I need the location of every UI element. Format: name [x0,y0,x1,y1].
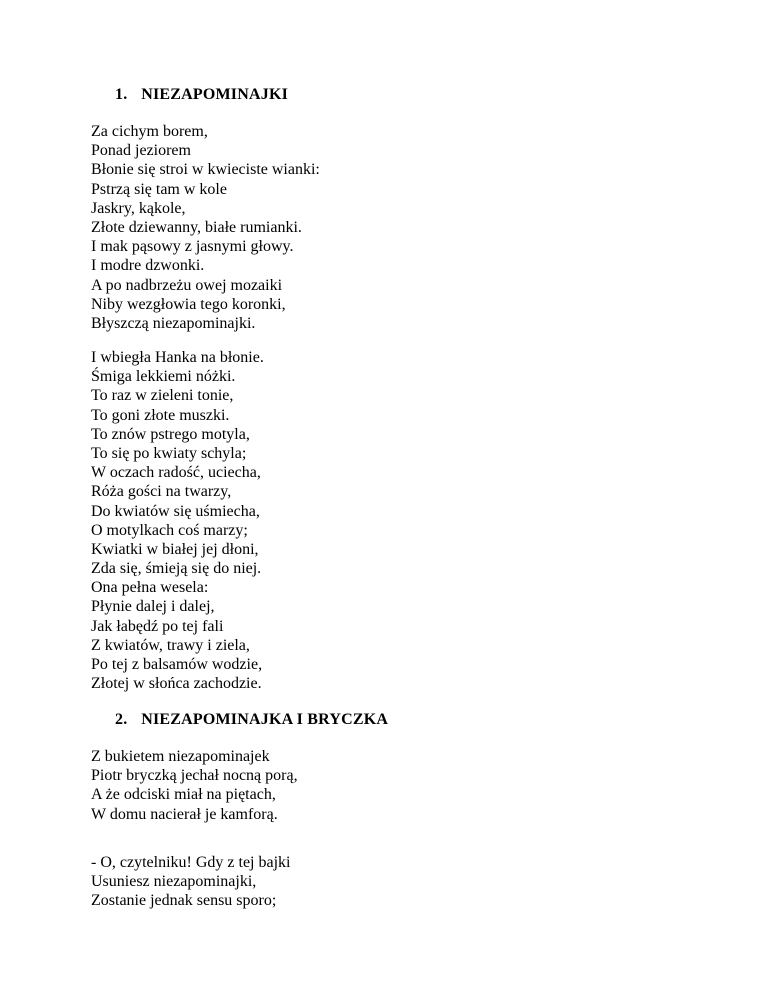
poem-line: Złote dziewanny, białe rumianki. [91,218,302,236]
poem-line: To raz w zieleni tonie, [91,387,234,405]
poem-line: Za cichym borem, [91,123,208,140]
section-title-2 [115,710,388,730]
poem-line: Pstrzą się tam w kole [91,180,227,198]
poem-line: Śmiga lekkiemi nóżki. [91,368,236,386]
poem-line: Róża gości na twarzy, [91,483,232,501]
poem-line: W oczach radość, uciecha, [91,464,261,482]
poem-line: To znów pstrego motyla, [91,425,250,443]
poem-line: Ona pełna wesela: [91,579,209,597]
poem-line: A że odciski miał na piętach, [91,786,276,804]
poem-line: Po tej z balsamów wodzie, [91,656,263,673]
poem-line: Usuniesz niezapominajki, [91,873,257,891]
section-number: 2. [115,711,128,728]
poem-line: Jak łabędź po tej fali [91,617,224,635]
section-number: 1. [115,86,128,103]
poem-line: Piotr bryczką jechał nocną porą, [91,767,298,785]
poem-line: I wbiegła Hanka na błonie. [91,349,264,366]
poem-line: To goni złote muszki. [91,406,230,424]
poem-line: W domu nacierał je kamforą. [91,805,278,823]
poem-line: Ponad jeziorem [91,142,191,160]
poem-line: Zostanie jednak sensu sporo; [91,892,277,910]
poem-line: Błonie się stroi w kwieciste wianki: [91,161,320,179]
stanza [91,122,320,333]
poem-line: Płynie dalej i dalej, [91,598,215,616]
poem-line: Niby wezgłowia tego koronki, [91,295,286,313]
poem-line: To się po kwiaty schyla; [91,444,247,462]
poem-line: O motylkach coś marzy; [91,521,248,539]
stanza [91,348,264,693]
section-title-text: NIEZAPOMINAJKA I BRYCZKA [141,711,389,728]
stanza [91,853,291,911]
poem-line: Z bukietem niezapominajek [91,748,270,765]
poem-line: Błyszczą niezapominajki. [91,314,256,332]
poem-line: A po nadbrzeżu owej mozaiki [91,276,283,294]
stanza [91,747,298,824]
poem-line: I modre dzwonki. [91,257,205,275]
poem-line: Kwiatki w białej jej dłoni, [91,540,259,558]
poem-line: I mak pąsowy z jasnymi głowy. [91,238,294,256]
section-title-text: NIEZAPOMINAJKI [141,86,289,103]
poem-line: Złotej w słońca zachodzie. [91,675,262,693]
poem-line: - O, czytelniku! Gdy z tej bajki [91,854,291,871]
poem-line: Jaskry, kąkole, [91,199,186,217]
poem-line: Do kwiatów się uśmiecha, [91,502,260,520]
poem-line: Zda się, śmieją się do niej. [91,560,262,578]
section-title-1 [115,85,288,105]
poem-line: Z kwiatów, trawy i ziela, [91,636,250,654]
